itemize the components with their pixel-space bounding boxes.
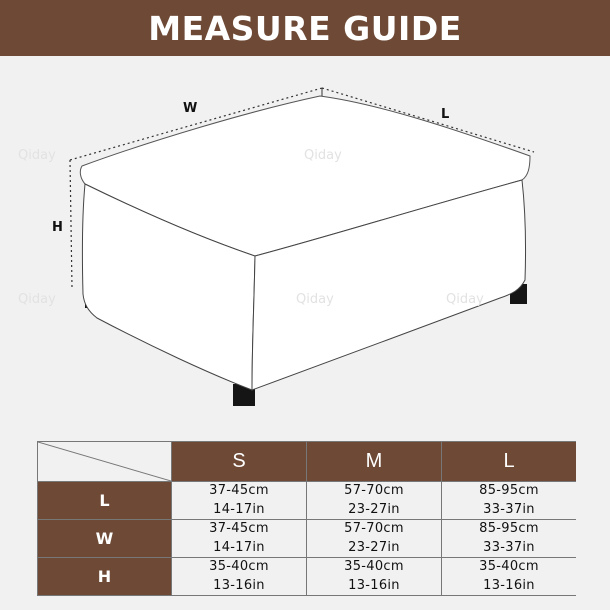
table-row	[38, 520, 577, 539]
size-table	[37, 441, 576, 596]
watermark: Qiday	[18, 148, 56, 163]
table-corner-cell	[38, 442, 172, 482]
length-label: L	[441, 107, 450, 122]
size-header-s: S	[172, 442, 307, 482]
header-banner	[0, 0, 610, 56]
page-title: MEASURE GUIDE	[148, 8, 462, 48]
table-cell: 57-70cm	[307, 520, 442, 539]
table-cell: 14-17in	[172, 539, 307, 558]
table-row	[38, 482, 577, 501]
table-cell: 23-27in	[307, 501, 442, 520]
row-label-height: H	[38, 558, 172, 596]
size-table-container	[37, 441, 576, 610]
size-header-m: M	[307, 442, 442, 482]
ottoman-diagram	[0, 56, 610, 426]
table-cell: 85-95cm	[442, 520, 577, 539]
table-cell: 35-40cm	[442, 558, 577, 577]
width-label: W	[183, 101, 198, 116]
table-cell: 57-70cm	[307, 482, 442, 501]
size-header-l: L	[442, 442, 577, 482]
height-dimension-line	[70, 160, 72, 288]
table-cell: 23-27in	[307, 539, 442, 558]
ottoman-illustration	[0, 56, 610, 426]
height-label: H	[52, 220, 63, 235]
table-row	[38, 558, 577, 577]
table-cell: 85-95cm	[442, 482, 577, 501]
table-cell: 13-16in	[307, 577, 442, 596]
table-cell: 33-37in	[442, 539, 577, 558]
table-cell: 37-45cm	[172, 482, 307, 501]
table-cell: 35-40cm	[307, 558, 442, 577]
watermark: Qiday	[18, 292, 56, 307]
table-cell: 13-16in	[442, 577, 577, 596]
table-cell: 35-40cm	[172, 558, 307, 577]
table-cell: 33-37in	[442, 501, 577, 520]
row-label-length: L	[38, 482, 172, 520]
row-label-width: W	[38, 520, 172, 558]
table-cell: 13-16in	[172, 577, 307, 596]
watermark: Qiday	[296, 292, 334, 307]
table-header-row	[38, 442, 577, 482]
watermark: Qiday	[446, 292, 484, 307]
table-cell: 14-17in	[172, 501, 307, 520]
table-cell: 37-45cm	[172, 520, 307, 539]
watermark: Qiday	[304, 148, 342, 163]
